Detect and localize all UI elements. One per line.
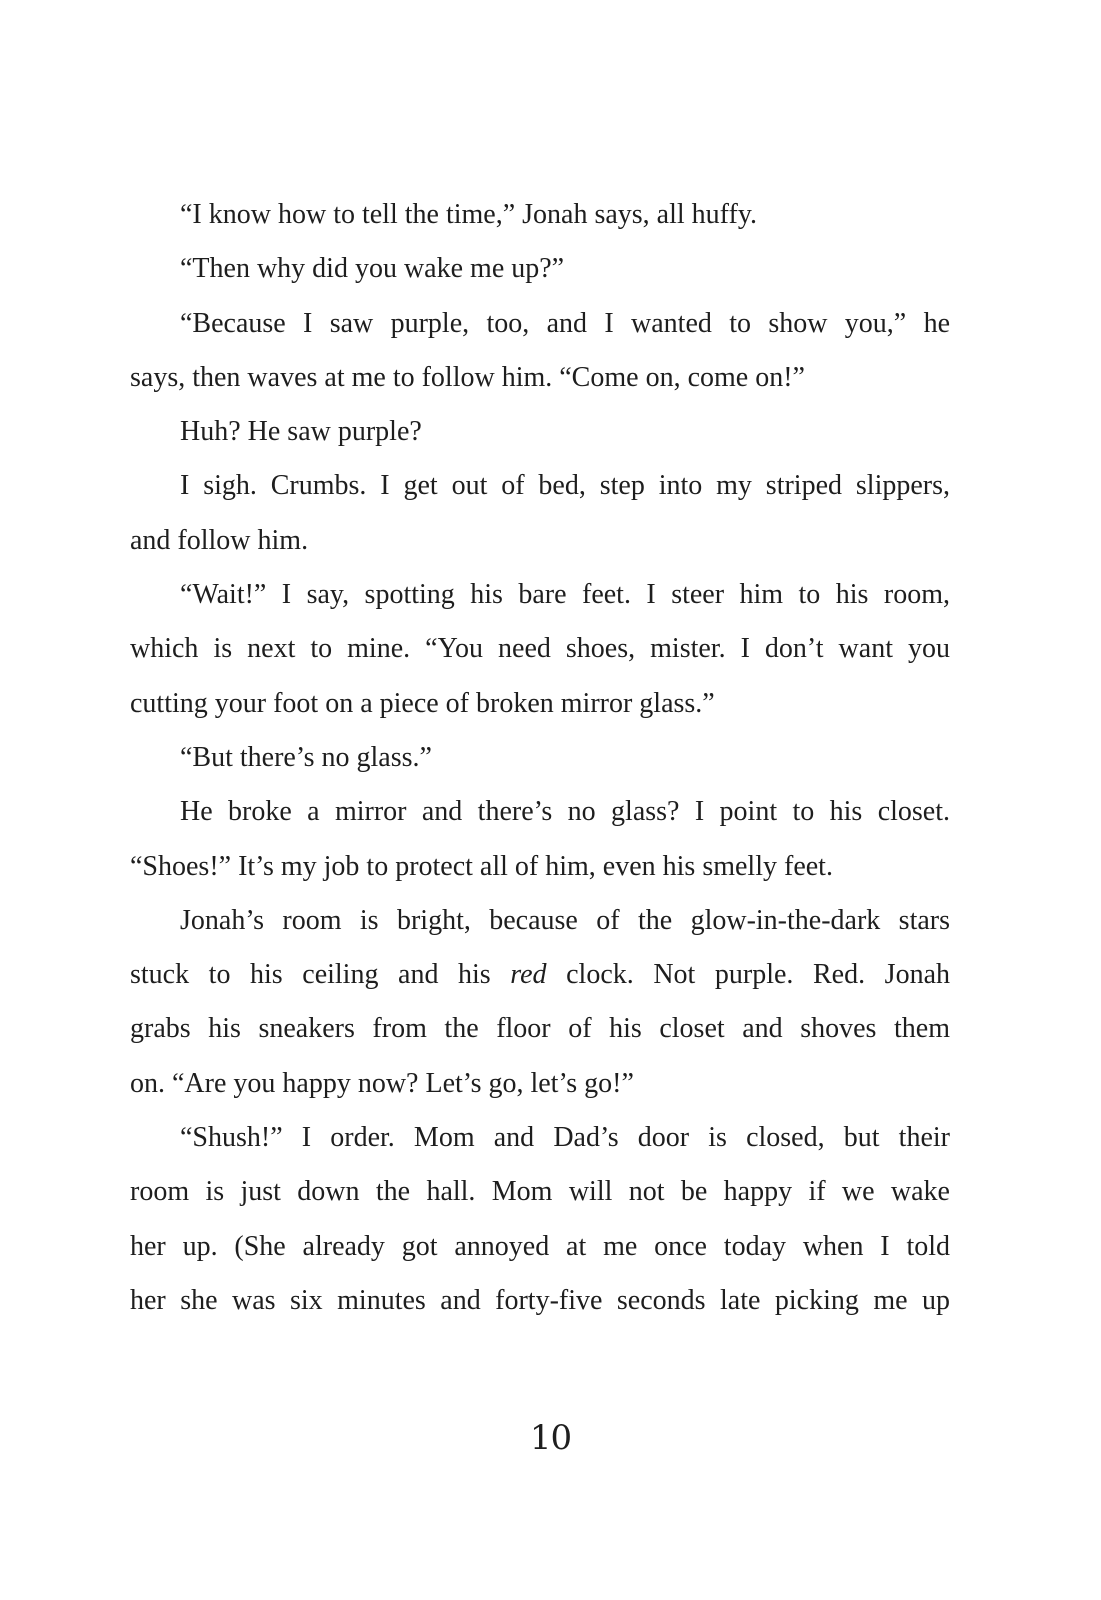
text-line: “Then why did you wake me up?” <box>180 253 565 285</box>
text-line: grabs his sneakers from the floor of his closet and shoves them <box>130 1013 950 1045</box>
emphasized-word: red <box>510 959 547 991</box>
text-line: He broke a mirror and there’s no glass? I point to his closet. <box>180 796 950 828</box>
text-line: Huh? He saw purple? <box>180 416 422 448</box>
text-line-with-emphasis <box>130 948 950 1002</box>
text-line: I sigh. Crumbs. I get out of bed, step into my striped slippers, <box>180 470 950 502</box>
text-line: “Wait!” I say, spotting his bare feet. I steer him to his room, <box>180 579 950 611</box>
text-line: Jonah’s room is bright, because of the glow-in-the-dark stars <box>180 904 950 936</box>
text-line: “But there’s no glass.” <box>180 741 432 773</box>
text-line: “I know how to tell the time,” Jonah says, all huffy. <box>180 199 757 230</box>
text-segment: stuck to his ceiling and his <box>130 959 511 991</box>
text-line: “Shush!” I order. Mom and Dad’s door is closed, but their <box>180 1122 950 1154</box>
page-number: 10 <box>529 1418 572 1458</box>
text-line: her she was six minutes and forty-five seconds late picking me up <box>130 1284 950 1316</box>
text-line: which is next to mine. “You need shoes, mister. I don’t want you <box>130 633 950 665</box>
text-line: says, then waves at me to follow him. “Come on, come on!” <box>130 361 805 393</box>
text-line: her up. (She already got annoyed at me once today when I told <box>130 1230 950 1262</box>
text-line: on. “Are you happy now? Let’s go, let’s go!” <box>130 1067 634 1099</box>
body-text <box>130 188 950 1328</box>
text-line: “Because I saw purple, too, and I wanted to show you,” he <box>180 307 950 339</box>
text-line: cutting your foot on a piece of broken mirror glass.” <box>130 687 715 719</box>
text-line: room is just down the hall. Mom will not be happy if we wake <box>130 1176 950 1208</box>
text-line: and follow him. <box>130 524 309 556</box>
text-line: “Shoes!” It’s my job to protect all of him, even his smelly feet. <box>130 850 833 882</box>
text-segment: clock. Not purple. Red. Jonah <box>546 959 950 991</box>
